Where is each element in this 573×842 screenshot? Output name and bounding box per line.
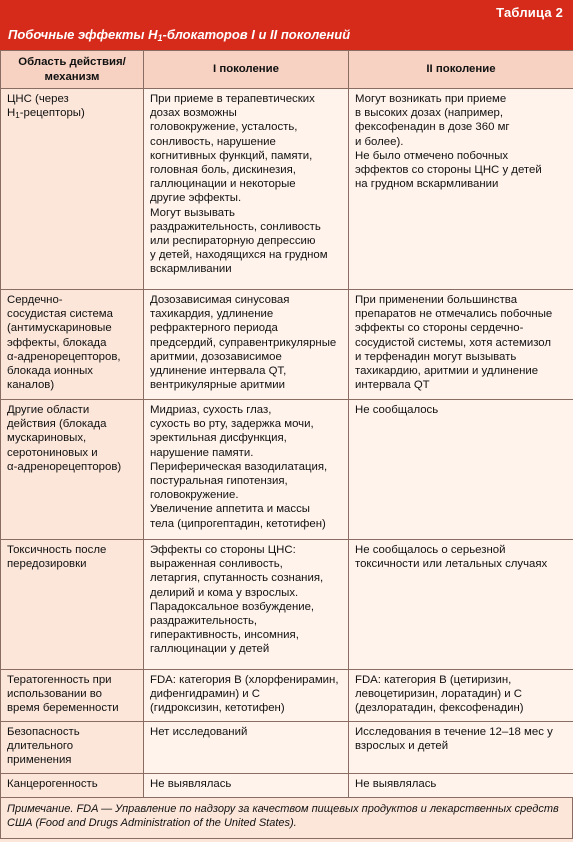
row-gen2-cell: Не сообщалось о серьезной токсичности или летальных случаях bbox=[349, 540, 573, 670]
row-gen2-cell: Исследования в течение 12–18 мес у взрослых и детей bbox=[349, 722, 573, 774]
row-area-cell: Канцерогенность bbox=[1, 774, 144, 798]
column-header-area: Область действия/ механизм bbox=[1, 51, 144, 89]
row-gen1-cell: Эффекты со стороны ЦНС: выраженная сонливость, летаргия, спутанность сознания, делирий и кома у взрослых. Парадоксальное возбуждение, раздражительность, гиперактивность, инсомния, галлюцинации у детей bbox=[144, 540, 349, 670]
table-row bbox=[1, 400, 573, 540]
table-row bbox=[1, 774, 573, 798]
row-gen2-cell: Могут возникать при приеме в высоких дозах (например, фексофенадин в дозе 360 мг и более). Не было отмечено побочных эффектов со стороны ЦНС у детей на грудном вскармливании bbox=[349, 89, 573, 290]
table-header-row bbox=[1, 51, 573, 89]
row-gen1-cell: При приеме в терапевтических дозах возможны головокружение, усталость, сонливость, нарушение когнитивных функций, памяти, головная боль, дискинезия, галлюцинации и некоторые другие эффекты. Могут вызывать раздражительность, сонливость или респираторную депрессию у детей, находящихся на грудном вскармливании bbox=[144, 89, 349, 290]
row-gen1-cell: Дозозависимая синусовая тахикардия, удлинение рефрактерного периода предсердий, суправентрикулярные аритмии, дозозависимое удлинение интервала QT, вентрикулярные аритмии bbox=[144, 290, 349, 400]
column-header-gen2: II поколение bbox=[349, 51, 573, 89]
row-area-cell: Другие области действия (блокада мускариновых, серотониновых и α-адренорецепторов) bbox=[1, 400, 144, 540]
row-gen1-cell: Нет исследований bbox=[144, 722, 349, 774]
side-effects-table bbox=[0, 50, 573, 798]
table-header-bar bbox=[0, 0, 573, 50]
table-row bbox=[1, 670, 573, 722]
row-gen1-cell: FDA: категория В (хлорфенирамин, дифенгидрамин) и С (гидроксизин, кетотифен) bbox=[144, 670, 349, 722]
row-area-cns: ЦНС (через $H_1-рецепторы$) bbox=[1, 89, 144, 290]
row-area-cell: Безопасность длительного применения bbox=[1, 722, 144, 774]
table-number: Таблица 2 bbox=[496, 5, 563, 20]
row-gen1-cell: Не выявлялась bbox=[144, 774, 349, 798]
table-row bbox=[1, 290, 573, 400]
column-header-gen1: I поколение bbox=[144, 51, 349, 89]
table-row bbox=[1, 540, 573, 670]
row-gen1-cell: Мидриаз, сухость глаз, сухость во рту, задержка мочи, эректильная дисфункция, нарушение памяти. Периферическая вазодилатация, постуральная гипотензия, головокружение. Увеличение аппетита и массы тела (ципрогептадин, кетотифен) bbox=[144, 400, 349, 540]
row-area-cell: Сердечно- сосудистая система (антимускариновые эффекты, блокада α-адренорецепторов, блокада ионных каналов) bbox=[1, 290, 144, 400]
table-footnote: Примечание. FDA — Управление по надзору за качеством пищевых продуктов и лекарственных средств США (Food and Drugs Administration of the United States). bbox=[0, 798, 573, 839]
row-gen2-cell: Не сообщалось bbox=[349, 400, 573, 540]
table-title: Побочные эффекты $H_1$-блокаторов I и II поколений bbox=[8, 27, 351, 43]
row-area-cell: Токсичность после передозировки bbox=[1, 540, 144, 670]
row-gen2-cell: При применении большинства препаратов не отмечались побочные эффекты со стороны сердечно- сосудистой системы, хотя астемизол и терфенадин могут вызывать тахикардию, аритмии и удлинение интервала QT bbox=[349, 290, 573, 400]
row-gen2-cell: Не выявлялась bbox=[349, 774, 573, 798]
table-row bbox=[1, 722, 573, 774]
row-gen2-cell: FDA: категория В (цетиризин, левоцетиризин, лоратадин) и С (дезлоратадин, фексофенадин) bbox=[349, 670, 573, 722]
table-row bbox=[1, 89, 573, 290]
row-area-cell: Тератогенность при использовании во время беременности bbox=[1, 670, 144, 722]
